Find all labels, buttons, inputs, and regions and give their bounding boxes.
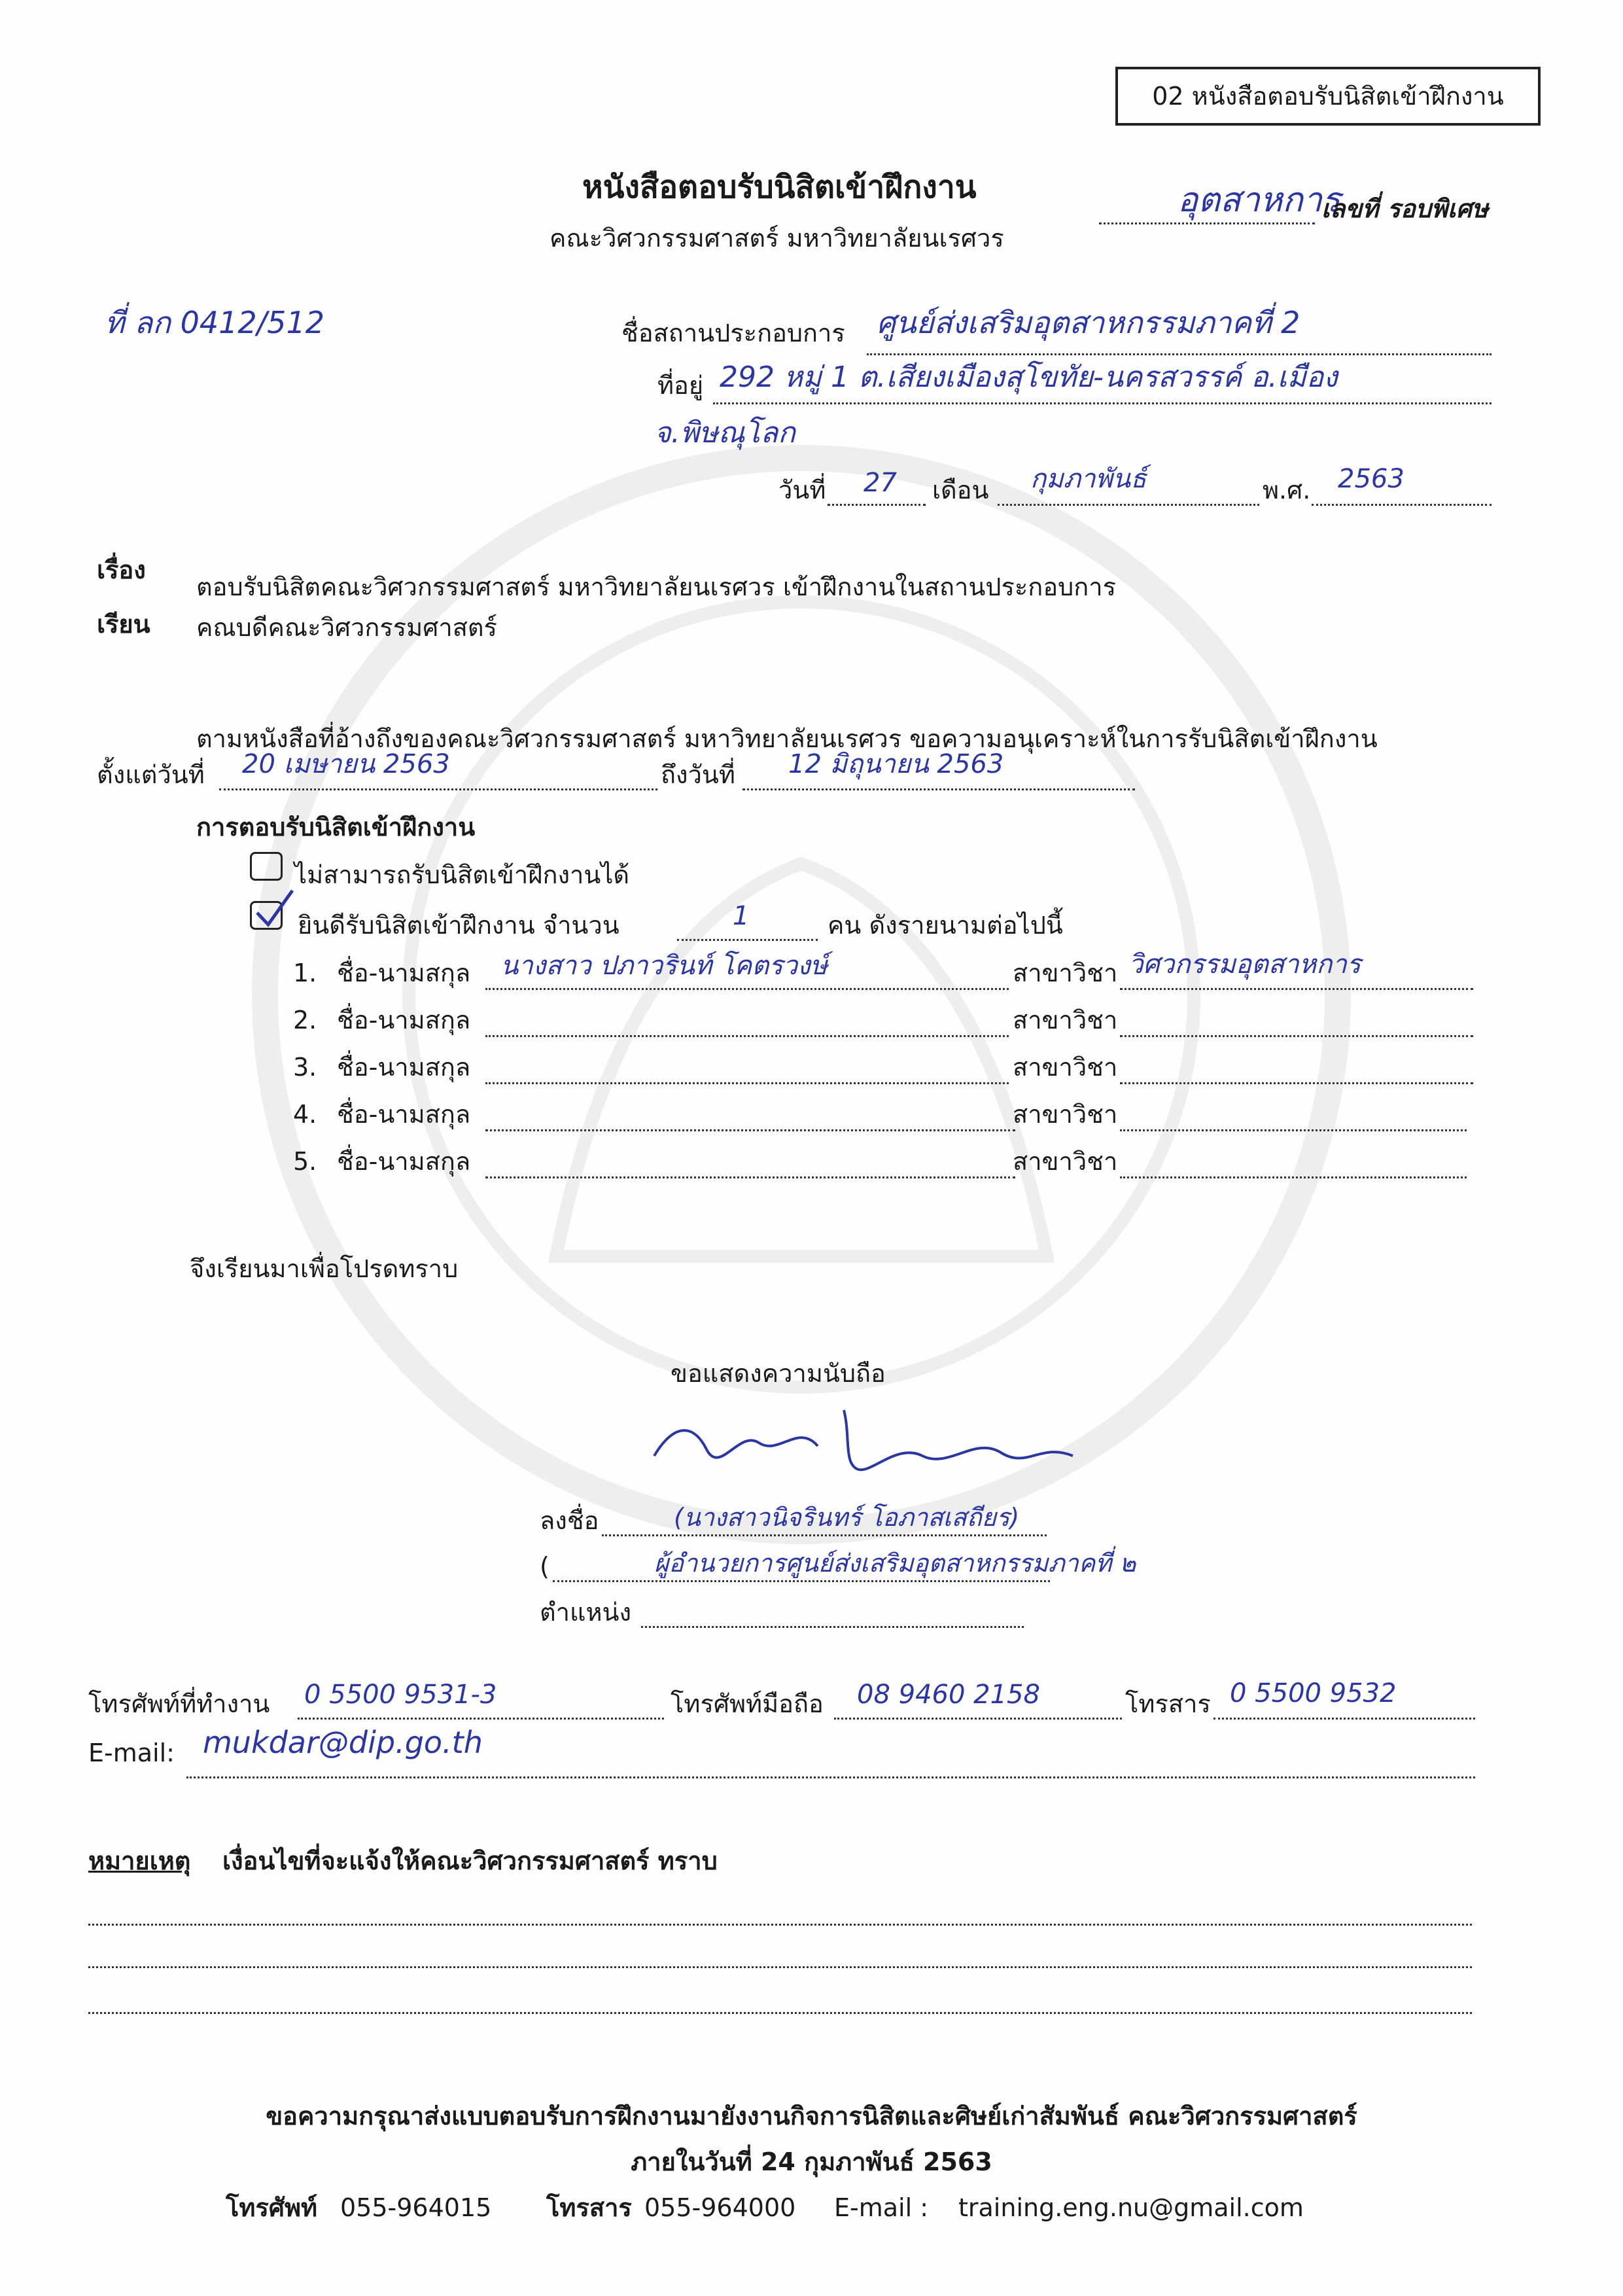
note-line-2 [88, 1966, 1472, 1968]
date-year-value: 2563 [1338, 464, 1405, 494]
reject-checkbox[interactable] [250, 852, 283, 881]
footer-phone: 055-964015 [340, 2193, 492, 2222]
accept-option-label: ยินดีรับนิสิตเข้าฝึกงาน จำนวน [298, 911, 620, 940]
page-title: หนังสือตอบรับนิสิตเข้าฝึกงาน [582, 169, 977, 205]
student-name-value: นางสาว ปภาวรินท์ โคตรวงษ์ [500, 951, 828, 981]
mobile-phone-line [834, 1718, 1122, 1720]
student-name-label: ชื่อ-นามสกุล [337, 959, 471, 987]
subject-text: ตอบรับนิสิตคณะวิศวกรรมศาสตร์ มหาวิทยาลัยนเรศวร เข้าฝึกงานในสถานประกอบการ [196, 573, 1117, 601]
footer-fax-label: โทรสาร [546, 2193, 632, 2222]
fax-label: โทรสาร [1125, 1689, 1211, 1718]
document-code-box [1115, 67, 1541, 126]
check-mark-icon [252, 887, 298, 932]
student-major-line [1120, 1176, 1467, 1178]
count-line [677, 939, 818, 941]
email-line [186, 1776, 1475, 1778]
student-name-line [485, 1082, 1009, 1084]
email-value: mukdar@dip.go.th [203, 1725, 483, 1760]
fax-value: 0 5500 9532 [1230, 1678, 1397, 1708]
student-major-line [1120, 1035, 1473, 1037]
to-date-label: ถึงวันที่ [661, 760, 735, 789]
dept-handwritten: อุตสาหการ [1178, 181, 1340, 220]
from-date-line [219, 788, 657, 790]
student-number: 5. [293, 1147, 317, 1176]
email-label: E-mail: [88, 1739, 175, 1767]
document-code: 02 หนังสือตอบรับนิสิตเข้าฝึกงาน [1152, 82, 1504, 111]
footer-phone-label: โทรศัพท์ [226, 2193, 318, 2222]
date-month-label: เดือน [932, 476, 989, 504]
student-major-label: สาขาวิชา [1013, 1100, 1118, 1129]
body-paragraph: ตามหนังสือที่อ้างถึงของคณะวิศวกรรมศาสตร์ มหาวิทยาลัยนเรศวร ขอความอนุเคราะห์ในการรับนิสิตเข้าฝึกงาน [196, 724, 1378, 753]
address-line-1 [713, 402, 1492, 404]
date-day-line [828, 504, 926, 506]
footer-line-2: ภายในวันที่ 24 กุมภาพันธ์ 2563 [631, 2147, 992, 2176]
office-phone-value: 0 5500 9531-3 [304, 1680, 497, 1710]
page-subtitle: คณะวิศวกรรมศาสตร์ มหาวิทยาลัยนเรศวร [550, 224, 1004, 253]
student-major-line [1120, 1129, 1467, 1131]
dept-line [1099, 222, 1315, 224]
footer-email-label: E-mail : [834, 2193, 929, 2222]
student-major-label: สาขาวิชา [1013, 959, 1118, 987]
date-month-line [998, 504, 1259, 506]
from-date-label: ตั้งแต่วันที่ [97, 760, 205, 789]
company-name-line [867, 353, 1492, 355]
acceptance-heading: การตอบรับนิสิตเข้าฝึกงาน [196, 813, 476, 841]
subject-label: เรื่อง [97, 556, 146, 584]
handwritten-signature [648, 1397, 1079, 1482]
count-suffix: คน ดังรายนามต่อไปนี้ [828, 911, 1063, 940]
note-line-3 [88, 2012, 1472, 2014]
sign-line [602, 1534, 1047, 1536]
office-phone-line [298, 1718, 664, 1720]
note-label: หมายเหตุ [88, 1846, 191, 1875]
seat-label: เลขที่ รอบพิเศษ [1321, 194, 1489, 223]
company-name-label: ชื่อสถานประกอบการ [621, 319, 845, 347]
student-number: 2. [293, 1006, 317, 1034]
student-number: 3. [293, 1053, 317, 1082]
fax-line [1213, 1718, 1475, 1720]
student-major-label: สาขาวิชา [1013, 1147, 1118, 1176]
to-label: เรียน [97, 610, 150, 639]
student-major-value: วิศวกรรมอุตสาหการ [1128, 949, 1361, 980]
from-date-value: 20 เมษายน 2563 [242, 749, 450, 779]
to-date-line [742, 788, 1135, 790]
note-line-1 [88, 1924, 1472, 1926]
student-major-line [1120, 1082, 1473, 1084]
sign-label: ลงชื่อ [540, 1506, 599, 1535]
student-name-label: ชื่อ-นามสกุล [337, 1006, 471, 1034]
closing-text: จึงเรียนมาเพื่อโปรดทราบ [190, 1254, 459, 1283]
address-label: ที่อยู่ [657, 371, 704, 400]
student-major-label: สาขาวิชา [1013, 1053, 1118, 1082]
footer-line-1: ขอความกรุณาส่งแบบตอบรับการฝึกงานมายังงานกิจการนิสิตและศิษย์เก่าสัมพันธ์ คณะวิศวกรรมศาสตร์ [266, 2102, 1357, 2130]
reference-number: ที่ ลก 0412/512 [105, 305, 324, 340]
student-name-line [485, 1129, 1015, 1131]
mobile-phone-label: โทรศัพท์มือถือ [671, 1689, 824, 1718]
student-number: 4. [293, 1100, 317, 1129]
regards-text: ขอแสดงความนับถือ [671, 1359, 886, 1388]
date-year-label: พ.ศ. [1263, 476, 1311, 504]
student-name-line [485, 988, 1009, 990]
reject-option-label: ไม่สามารถรับนิสิตเข้าฝึกงานได้ [294, 860, 630, 889]
office-phone-label: โทรศัพท์ที่ทำงาน [88, 1689, 270, 1718]
student-major-label: สาขาวิชา [1013, 1006, 1118, 1034]
footer-email: training.eng.nu@gmail.com [958, 2193, 1304, 2222]
footer-fax: 055-964000 [644, 2193, 796, 2222]
student-name-line [485, 1035, 1009, 1037]
note-text: เงื่อนไขที่จะแจ้งให้คณะวิศวกรรมศาสตร์ ทราบ [222, 1846, 718, 1875]
student-name-label: ชื่อ-นามสกุล [337, 1147, 471, 1176]
student-major-line [1120, 988, 1473, 990]
to-date-value: 12 มิถุนายน 2563 [788, 749, 1004, 779]
mobile-phone-value: 08 9460 2158 [857, 1680, 1040, 1710]
title-open-paren: ( [540, 1552, 550, 1581]
date-year-line [1312, 504, 1492, 506]
signer-name: (นางสาวนิจรินทร์ โอภาสเสถียร) [674, 1503, 1020, 1532]
student-name-label: ชื่อ-นามสกุล [337, 1100, 471, 1129]
position-line [641, 1626, 1024, 1628]
date-day-value: 27 [864, 468, 897, 498]
student-name-label: ชื่อ-นามสกุล [337, 1053, 471, 1082]
student-count: 1 [733, 901, 750, 931]
title-line [553, 1580, 1050, 1582]
student-name-line [485, 1176, 1015, 1178]
company-name-value: ศูนย์ส่งเสริมอุตสาหกรรมภาคที่ 2 [877, 305, 1300, 340]
signer-title: ผู้อำนวยการศูนย์ส่งเสริมอุตสาหกรรมภาคที่ ๒ [654, 1549, 1136, 1578]
address-value-1: 292 หมู่ 1 ต.เสียงเมืองสุโขทัย-นครสวรรค์ อ.เมือง [720, 361, 1338, 394]
address-value-2: จ.พิษณุโลก [654, 416, 795, 450]
to-text: คณบดีคณะวิศวกรรมศาสตร์ [196, 613, 497, 642]
position-label: ตำแหน่ง [540, 1598, 632, 1627]
student-number: 1. [293, 959, 317, 987]
date-month-value: กุมภาพันธ์ [1030, 464, 1147, 494]
date-day-label: วันที่ [778, 476, 826, 504]
